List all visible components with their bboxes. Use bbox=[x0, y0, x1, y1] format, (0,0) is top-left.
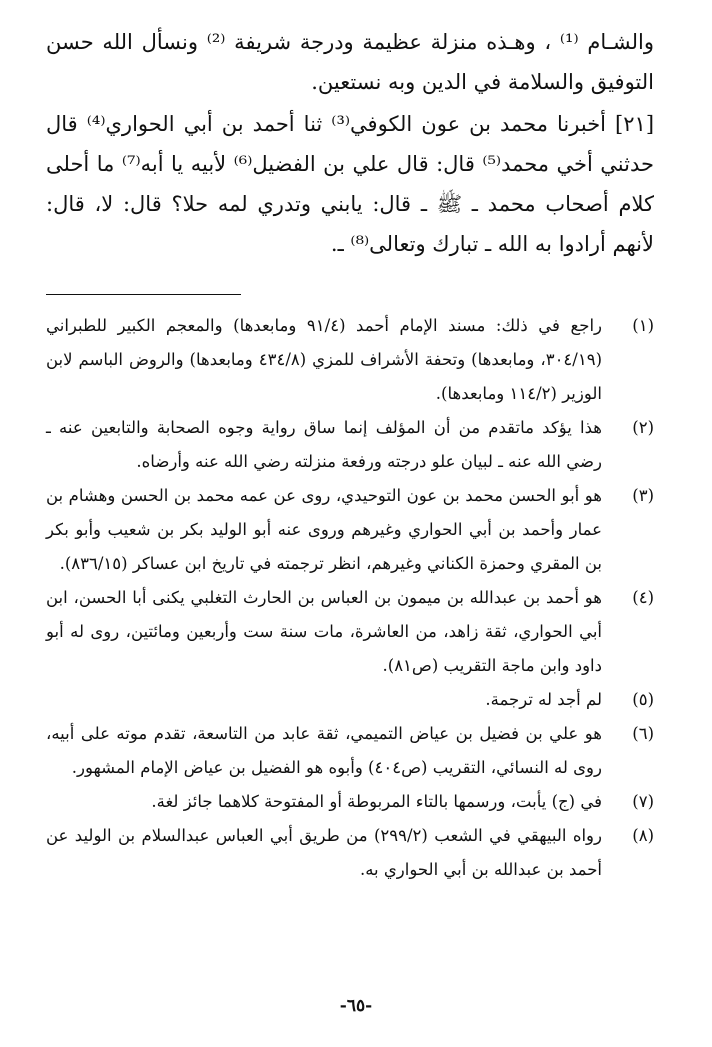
footnote-text: في (ج) يأبت، ورسمها بالتاء المربوطة أو المفتوحة كلاهما جائز لغة. bbox=[151, 792, 602, 811]
main-paragraph-1: والشـام ⁽¹⁾ ، وهـذه منزلة عظيمة ودرجة شريفة ⁽²⁾ ونسأل الله حسن التوفيق والسلامة في الدين وبه نستعين. bbox=[46, 30, 654, 94]
footnote-number: (٨) bbox=[632, 826, 654, 845]
footnote-text: هو أحمد بن عبدالله بن ميمون بن العباس بن الحارث التغلبي يكنى أبا الحسن، ابن أبي الحواري، ثقة زاهد، من العاشرة، مات سنة ست وأربعين ومائتين، روى له أبو داود وابن ماجة التقريب (ص٨١). bbox=[46, 588, 602, 675]
page-number: -٦٥- bbox=[339, 996, 373, 1016]
footnote-number: (٤) bbox=[632, 588, 654, 607]
footnote-number: (٥) bbox=[632, 690, 654, 709]
footnote-text: راجع في ذلك: مسند الإمام أحمد (٩١/٤ ومابعدها) والمعجم الكبير للطبراني (٣٠٤/١٩، ومابعدها) وتحفة الأشراف للمزي (٤٣٤/٨ ومابعدها) والروض الباسم لابن الوزير (١١٤/٢ ومابعدها). bbox=[46, 316, 603, 403]
footnote-number: (٢) bbox=[632, 418, 654, 437]
footnote-3 bbox=[46, 479, 654, 581]
footnote-1 bbox=[46, 309, 654, 411]
footnote-6 bbox=[46, 717, 654, 785]
footnote-number: (١) bbox=[632, 316, 654, 335]
footnote-text: لم أجد له ترجمة. bbox=[485, 690, 602, 709]
footnote-2 bbox=[46, 411, 654, 479]
footnote-7 bbox=[46, 785, 654, 819]
footnote-text: رواه البيهقي في الشعب (٢٩٩/٢) من طريق أبي العباس عبدالسلام بن الوليد عن أحمد بن عبدالله بن أبي الحواري به. bbox=[46, 826, 602, 879]
main-text bbox=[46, 22, 654, 264]
footnote-number: (٧) bbox=[632, 792, 654, 811]
footnote-4 bbox=[46, 581, 654, 683]
footnotes bbox=[46, 309, 654, 887]
footnote-number: (٦) bbox=[632, 724, 654, 743]
narration-21: [٢١] أخبرنا محمد بن عون الكوفي⁽³⁾ ثنا أحمد بن أبي الحواري⁽⁴⁾ قال حدثني أخي محمد⁽⁵⁾ قال: قال علي بن الفضيل⁽⁶⁾ لأبيه يا أبه⁽⁷⁾ ما أحلى كلام أصحاب محمد ـ ﷺ ـ قال: يابني وتدري لمه حلا؟ قال: لا، قال: لأنهم أرادوا به الله ـ تبارك وتعالى⁽⁸⁾ ـ. bbox=[46, 112, 655, 256]
footnote-number: (٣) bbox=[632, 486, 654, 505]
footnote-5 bbox=[46, 683, 654, 717]
footnote-text: هو أبو الحسن محمد بن عون التوحيدي، روى عن عمه محمد بن الحسن وهشام بن عمار وأحمد بن أبي الحواري وغيرهم وروى عنه أبو الوليد بكر بن شعيب وأبو بكر بن المقري وحمزة الكناني وغيرهم، انظر ترجمته في تاريخ ابن عساكر (٨٣٦/١٥). bbox=[46, 486, 602, 573]
footnote-text: هو علي بن فضيل بن عياض التميمي، ثقة عابد من التاسعة، تقدم موته على أبيه، روى له النسائي، التقريب (ص٤٠٤) وأبوه هو الفضيل بن عياض الإمام المشهور. bbox=[46, 724, 602, 777]
footnote-text: هذا يؤكد ماتقدم من أن المؤلف إنما ساق رواية وجوه الصحابة والتابعين عنه ـ رضي الله عنه ـ لبيان علو درجته ورفعة منزلته رضي الله عنه وأرضاه. bbox=[46, 418, 602, 471]
footnote-separator bbox=[46, 294, 241, 295]
footnote-8 bbox=[46, 819, 654, 887]
